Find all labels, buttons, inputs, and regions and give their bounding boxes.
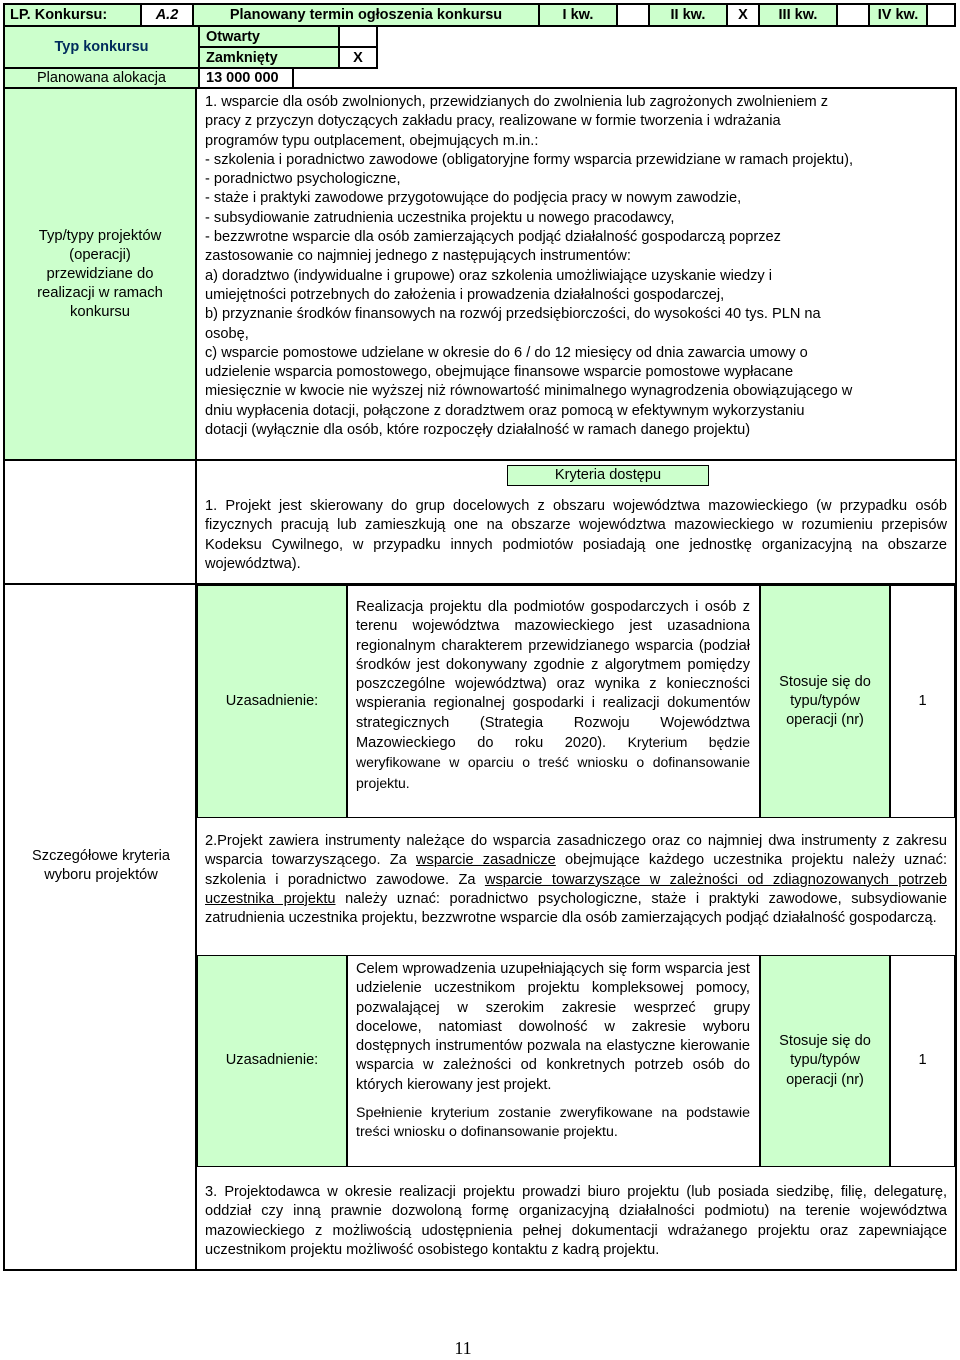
typ-projektow-text — [205, 93, 955, 440]
projekt-text-line: umiejętności potrzebnych do założenia i prowadzenia działalności gospodarczej, — [205, 286, 725, 303]
lp-label-cell — [3, 3, 142, 27]
uzasadnienie-2-text-a: Celem wprowadzenia uzupełniających się form wsparcia jest udzielenie uczestnikom projektu kompleksowej pomocy, pozwalającej w szerokim zakresie wesprzeć grupy docelowe, natomiast dowolność w zakresie wyboru dostępnych instrumentów pozwala na elastyczne kierowanie wsparcia w zależności od konkretnych potrzeb osób do których kierowany jest projekt. — [356, 961, 750, 1093]
typ-konkursu-label-cell — [3, 25, 200, 69]
quarter-2-label: II kw. — [670, 7, 706, 23]
uzasadnienie-1-text-a: Realizacja projektu dla podmiotów gospodarczych i osób z terenu województwa mazowieckiego jest uzasadniona regionalnym charakterem przewidzianego wsparcia (podział środków jest dokonywany zgodnie z algorytmem pomiędzy poszczególne województwa) oraz wynika z konieczności wspierania regionalnej gospodarki i realizacji dokumentów strategicznych (Strategia Rozwoju Województwa Mazowieckiego do roku 2020). — [356, 599, 750, 752]
projekt-text-line: c) wsparcie pomostowe udzielane w okresie do 6 / do 12 miesięcy od dnia zawarcia umowy o — [205, 344, 808, 361]
kryterium-1-text: 1. Projekt jest skierowany do grup docelowych z obszaru województwa mazowieckiego (w przypadku osób fizycznych pracują lub zamieszkują one na obszarze województwa mazowieckiego w rozumieniu przepisów Kodeksu Cywilnego, w przypadku innych podmiotów posiadają one jednostkę organizacyjną na obszarze województwa). — [205, 498, 947, 572]
projekt-text-line: b) przyznanie środków finansowych na rozwój przedsiębiorczości, do wysokości 40 tys. PLN na — [205, 306, 821, 323]
kryteria-dostepu-title: Kryteria dostępu — [554, 466, 662, 483]
projekt-text-line: - bezzwrotne wsparcie dla osób zamierzających podjąć działalność gospodarczą poprzez — [205, 229, 781, 246]
alokacja-value-cell — [198, 67, 294, 89]
typ-konkursu-label: Typ konkursu — [54, 39, 149, 55]
typ-projektow-label-cell — [3, 87, 197, 461]
typ-projektow-label-line: realizacji w ramach — [37, 284, 163, 301]
quarter-3-label: III kw. — [778, 7, 818, 23]
projekt-text-line: osobę, — [205, 325, 249, 342]
projekt-text-line: zastosowanie co najmniej jednego z następujących instrumentów: — [205, 248, 631, 265]
kryterium-2-text — [205, 832, 947, 928]
wsparcie-zasadnicze-term: wsparcie zasadnicze — [415, 852, 556, 869]
kryteria-dostepu-title-cell — [507, 465, 709, 486]
typ-projektow-label-line: przewidziane do — [46, 265, 154, 282]
stosuje-1-cell — [760, 585, 890, 818]
projekt-text-line: - staże i praktyki zawodowe przygotowujące do podjęcia pracy w nowym zawodzie, — [205, 190, 742, 207]
otwarty-cell — [198, 25, 340, 48]
page-number: 11 — [454, 1338, 472, 1358]
projekt-text-line: - szkolenia i poradnictwo zawodowe (obligatoryjne formy wsparcia przewidziane w ramach projektu), — [205, 151, 854, 168]
quarter-4-label-cell — [868, 3, 928, 27]
kryteria-dostepu-label-cell — [3, 459, 197, 585]
quarter-3-mark-cell — [836, 3, 870, 27]
quarter-2-mark-cell — [726, 3, 760, 27]
projekt-text-line: - poradnictwo psychologiczne, — [205, 171, 401, 188]
kryterium-3-text: 3. Projektodawca w okresie realizacji projektu prowadzi biuro projektu (lub posiada siedzibę, filię, delegaturę, oddział czy inną prawnie dozwoloną formę organizacyjną działalności podmiotu) na terenie województwa mazowieckiego z możliwością udostępnienia pełnej dokumentacji wdrażanego projektu oraz zapewniające uczestnikom projektu możliwość osobistego kontaktu z kadrą projektu. — [205, 1184, 947, 1258]
projekt-text-line: pracy z przyczyn dotyczących zakładu pracy, realizowane w formie tworzenia i wdrażania — [205, 113, 781, 130]
szczegolowe-label: Szczegółowe kryteria wyboru projektów — [32, 848, 170, 884]
zamkniety-cell — [198, 46, 340, 69]
zamkniety-mark-cell — [338, 46, 378, 69]
kryteria-dostepu-content-cell — [195, 459, 957, 585]
quarter-3-label-cell — [758, 3, 838, 27]
termin-label: Planowany termin ogłoszenia konkursu — [229, 7, 503, 23]
projekt-text-line: dotacji (wyłącznie dla osób, które rozpoczęły działalność w ramach danego projektu) — [205, 422, 751, 439]
uzasadnienie-1-text — [356, 598, 750, 794]
uzasadnienie-1-label-cell — [197, 585, 347, 818]
typ-projektow-label-line: (operacji) — [69, 246, 131, 263]
projekt-text-line: a) doradztwo (indywidualne i grupowe) oraz szkolenia umożliwiające uzyskanie wiedzy i — [205, 267, 772, 284]
typ-projektow-label-line: konkursu — [69, 303, 131, 320]
termin-label-cell — [192, 3, 540, 27]
nr-2-cell — [890, 955, 955, 1167]
szczegolowe-label-cell — [3, 583, 197, 1271]
projekt-text-line: - subsydiowanie zatrudnienia uczestnika projektu u nowego pracodawcy, — [205, 209, 675, 226]
alokacja-value: 13 000 000 — [206, 70, 279, 86]
otwarty-label: Otwarty — [206, 28, 260, 45]
kryterium-2-part-3: należy uznać: poradnictwo psychologiczne, staże i praktyki zawodowe, subsydiowanie zatrudnienia uczestnika projektu, bezzwrotne wsparcie dla osób zamierzających podjąć działalność gospodarczą. — [205, 890, 947, 927]
kryterium-2-part-1: 2.Projekt zawiera instrumenty należące do wsparcia zasadniczego oraz co najmniej dwa instrumenty z zakresu wsparcia towarzyszącego. Za — [205, 833, 947, 869]
quarter-4-mark-cell — [926, 3, 956, 27]
alokacja-label-cell — [3, 67, 200, 89]
quarter-1-label-cell — [538, 3, 618, 27]
lp-value-cell — [140, 3, 194, 27]
lp-value: A.2 — [155, 7, 179, 23]
uzasadnienie-1-text-cell — [347, 585, 760, 818]
nr-2-value: 1 — [918, 1052, 927, 1069]
typ-projektow-content-cell — [195, 87, 957, 461]
lp-label: LP. Konkursu: — [10, 7, 108, 23]
stosuje-2-label: Stosuje się do typu/typów operacji (nr) — [779, 1033, 871, 1088]
quarter-1-mark-cell — [616, 3, 650, 27]
typ-projektow-label-line: Typ/typy projektów — [38, 227, 162, 244]
stosuje-1-label: Stosuje się do typu/typów operacji (nr) — [779, 673, 871, 729]
nr-1-value: 1 — [918, 692, 927, 709]
uzasadnienie-1-label: Uzasadnienie: — [225, 692, 319, 709]
projekt-text-line: 1. wsparcie dla osób zwolnionych, przewidzianych do zwolnienia lub zagrożonych zwolnieniem z — [205, 94, 828, 110]
uzasadnienie-2-label-cell — [197, 955, 347, 1167]
stosuje-2-cell — [760, 955, 890, 1167]
szczegolowe-content-cell — [195, 583, 957, 1271]
wsparcie-towarzyszace-term: wsparcie towarzyszące w zależności od zdiagnozowanych potrzeb uczestnika projektu — [205, 871, 947, 907]
quarter-4-label: IV kw. — [877, 7, 919, 23]
alokacja-label: Planowana alokacja — [37, 70, 166, 86]
zamkniety-mark: X — [353, 49, 363, 66]
projekt-text-line: udzielenie wsparcia pomostowego, obejmujące finansowe wsparcie pomostowe wypłacane — [205, 364, 794, 381]
nr-1-cell — [890, 585, 955, 818]
typ-projektow-label — [37, 227, 163, 322]
uzasadnienie-2-label: Uzasadnienie: — [225, 1052, 319, 1069]
uzasadnienie-2-text-b: Spełnienie kryterium zostanie zweryfikowane na podstawie treści wniosku o dofinansowanie projektu. — [356, 1105, 750, 1141]
projekt-text-line: programów typu outplacement, obejmujących m.in.: — [205, 132, 539, 149]
quarter-2-mark: X — [738, 7, 748, 23]
projekt-text-line: dniu wypłacenia dotacji, połączone z doradztwem oraz pomocą w efektywnym wykorzystaniu — [205, 402, 805, 419]
otwarty-mark-cell — [338, 25, 378, 48]
quarter-2-label-cell — [648, 3, 728, 27]
kryterium-2-part-2: obejmujące każdego uczestnika projektu należy uznać: szkolenia i poradnictwo zawodowe. Za — [205, 852, 948, 888]
zamkniety-label: Zamknięty — [206, 49, 278, 66]
uzasadnienie-2-text-cell — [347, 955, 760, 1167]
quarter-1-label: I kw. — [562, 7, 594, 23]
projekt-text-line: miesięcznie w kwocie nie wyższej niż równowartość minimalnego wynagrodzenia obowiązującego w — [205, 383, 853, 400]
uzasadnienie-1-text-b: Kryterium będzie weryfikowane w oparciu o treść wniosku o dofinansowanie projektu. — [356, 734, 750, 791]
